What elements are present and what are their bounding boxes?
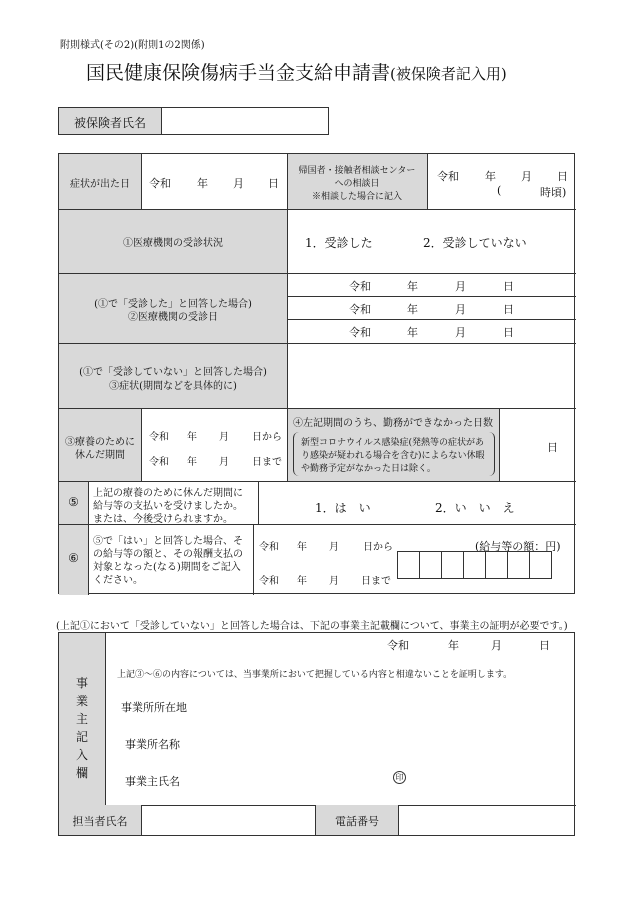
row-divider: [59, 273, 576, 274]
row-divider: [59, 481, 576, 482]
q4-label-cell: ④左記期間のうち、勤務ができなかった日数 新型コロナウイルス感染症(発熱等の症状があ り感染が疑われる場合を含む)によらない休暇 や勤務予定がなかった日は除く。: [287, 408, 499, 481]
visit-date-row[interactable]: 令和 年 月 日: [349, 303, 514, 316]
q6-amount-label: (給与等の額：円): [475, 540, 561, 553]
col-divider: [258, 481, 259, 524]
col-divider: [427, 154, 428, 209]
contact-person-label: 担当者氏名: [72, 815, 128, 828]
insured-name-label: 被保険者氏名: [73, 116, 146, 130]
rest-period-label-cell: ③療養のために 休んだ期間: [59, 408, 141, 481]
q6-question: ⑤で「はい」と回答した場合、そ の給与等の額と、その報酬支払の 対象となった(なる)期間をご記入 ください。: [93, 536, 243, 586]
form-title-suffix: (被保険者記入用): [390, 65, 507, 83]
phone-label: 電話番号: [335, 815, 379, 828]
employer-name-label: 事業主氏名: [125, 775, 180, 788]
form-title-main: 国民健康保険傷病手当金支給申請書: [86, 62, 391, 84]
col-divider: [287, 154, 288, 481]
amount-digit-box[interactable]: [507, 551, 530, 579]
business-address-label: 事業所所在地: [121, 701, 187, 714]
row-divider: [59, 209, 576, 210]
q1-label-cell: [59, 209, 287, 273]
row-divider: [287, 319, 576, 320]
phone-field[interactable]: [399, 805, 576, 835]
q1-option-visited[interactable]: 1．受診した: [305, 236, 373, 250]
amount-digit-box[interactable]: [419, 551, 442, 579]
contact-person-field[interactable]: [142, 805, 315, 835]
insured-name-field[interactable]: [161, 107, 329, 135]
q5-question: 上記の療養のために休んだ期間に 給与等の支払いを受けましたか。 または、今後受けられますか。: [93, 488, 243, 525]
consult-date-label-cell: 帰国者・接触者相談センター への相談日 ※相談した場合に記入: [287, 154, 427, 209]
visit-date-row[interactable]: 令和 年 月 日: [349, 326, 514, 339]
q5-option-yes[interactable]: 1．は い: [315, 501, 371, 515]
employer-cert-area[interactable]: 令和 年 月 日 上記③～⑥の内容については、当事業所において把握している内容と相違ないことを証明します。 事業所所在地 事業所名称 事業主氏名 印: [117, 639, 550, 788]
col-divider: [88, 481, 89, 595]
q1-label: ①医療機関の受診状況: [123, 238, 223, 249]
row-divider: [59, 524, 576, 525]
amount-digit-box[interactable]: [463, 551, 486, 579]
col-divider: [499, 408, 500, 481]
row-divider: [59, 343, 576, 344]
employer-table: [58, 632, 575, 836]
main-table: [58, 153, 575, 594]
symptom-date-field[interactable]: 令和 年 月 日: [149, 177, 279, 190]
phone-label-cell: [316, 805, 398, 835]
symptom-details-field[interactable]: [287, 343, 576, 408]
form-title: [86, 58, 507, 85]
business-name-label: 事業所名称: [125, 738, 180, 751]
q3-label-cell: (①で「受診していない」と回答した場合) ③症状(期間などを具体的に): [59, 343, 287, 408]
col-divider: [253, 524, 254, 595]
col-divider: [141, 154, 142, 209]
row-divider: [287, 296, 576, 297]
amount-digit-box[interactable]: [485, 551, 508, 579]
amount-digit-box[interactable]: [441, 551, 464, 579]
q6-number-cell: ⑥: [59, 524, 88, 595]
consult-date-field[interactable]: 令和 年 月 日 ( 時頃): [437, 170, 568, 199]
q5-number-cell: ⑤: [59, 481, 88, 524]
seal-mark-icon: 印: [393, 771, 406, 784]
form-reference: 附則様式(その2)(附則1の2関係): [60, 40, 205, 51]
insured-name-label-cell: [58, 107, 162, 135]
employer-cert-text: 上記③～⑥の内容については、当事業所において把握している内容と相違ないことを証明します。: [117, 670, 513, 680]
symptom-date-label-cell: [59, 154, 141, 209]
q4-days-field[interactable]: 日: [547, 441, 558, 454]
q6-amount-boxes[interactable]: [397, 551, 564, 579]
q1-option-not-visited[interactable]: 2．受診していない: [423, 236, 527, 250]
rest-period-field[interactable]: 令和 年 月 日から 令和 年 月 日まで: [149, 432, 282, 468]
contact-label-cell: [59, 805, 141, 835]
symptom-date-label: 症状が出た日: [70, 179, 130, 190]
q2-label-cell: (①で「受診した」と回答した場合) ②医療機関の受診日: [59, 273, 287, 343]
amount-digit-box[interactable]: [529, 551, 552, 579]
employer-note: (上記①において「受診していない」と回答した場合は、下記の事業主記載欄について、事業主の証明が必要です。): [56, 621, 568, 632]
q5-option-no[interactable]: 2．い い え: [435, 501, 515, 515]
col-divider: [141, 408, 142, 481]
amount-digit-box[interactable]: [397, 551, 420, 579]
q6-period-field[interactable]: 令和 年 月 日から 令和 年 月 日まで: [259, 542, 393, 587]
q4-label: ④左記期間のうち、勤務ができなかった日数: [293, 418, 493, 429]
employer-side-label: 事 業 主 記 入 欄: [59, 633, 105, 805]
visit-date-row[interactable]: 令和 年 月 日: [349, 280, 514, 293]
